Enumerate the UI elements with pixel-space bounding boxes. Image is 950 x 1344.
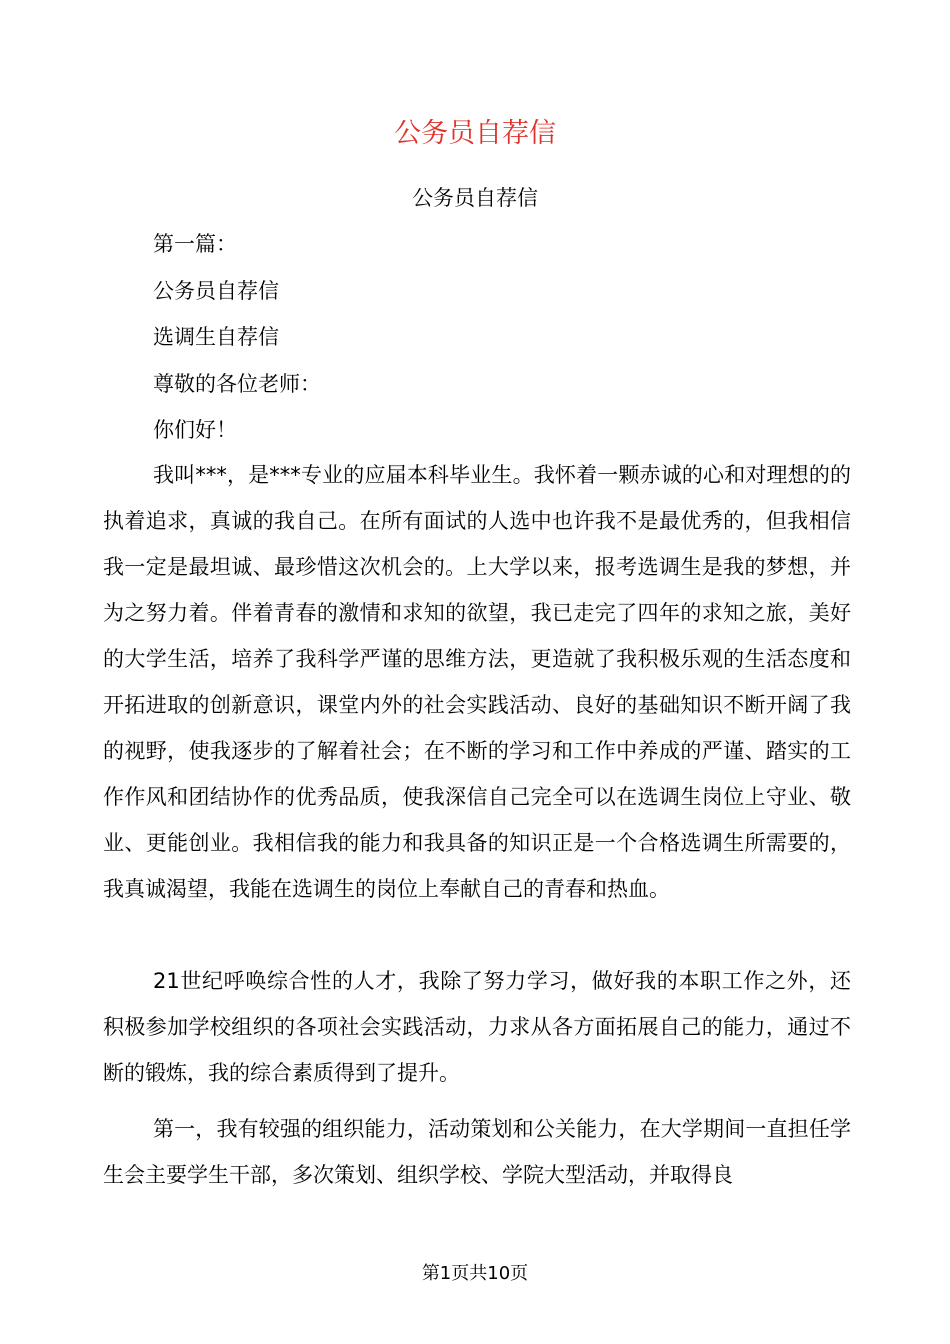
heading-line: 选调生自荐信	[153, 325, 279, 349]
page-number: 第1页共10页	[421, 1263, 529, 1284]
section-label: 第一篇：	[153, 232, 237, 256]
body-paragraph: 我叫***，是***专业的应届本科毕业生。我怀着一颗赤诚的心和对理想的的执着追求，真诚的我自己。在所有面试的人选中也许我不是最优秀的，但我相信我一定是最坦诚、最珍惜这次机会的。上大学以来，报考选调生是我的梦想，并为之努力着。伴着青春的激情和求知的欲望，我已走完了四年的求知之旅，美好的大学生活，培养了我科学严谨的思维方法，更造就了我积极乐观的生活态度和开拓进取的创新意识，课堂内外的社会实践活动、良好的基础知识不断开阔了我的视野，使我逐步的了解着社会；在不断的学习和工作中养成的严谨、踏实的工作作风和团结协作的优秀品质，使我深信自己完全可以在选调生岗位上守业、敬业、更能创业。我相信我的能力和我具备的知识正是一个合格选调生所需要的，我真诚渴望，我能在选调生的岗位上奉献自己的青春和热血。	[103, 463, 851, 901]
body-paragraph: 第一，我有较强的组织能力，活动策划和公关能力，在大学期间一直担任学生会主要学生干部，多次策划、组织学校、学院大型活动，并取得良	[103, 1117, 851, 1187]
greeting: 你们好！	[153, 418, 237, 442]
intro-lines	[153, 228, 853, 461]
body-paragraph: 21世纪呼唤综合性的人才，我除了努力学习，做好我的本职工作之外，还积极参加学校组织的各项社会实践活动，力求从各方面拓展自己的能力，通过不断的锻炼，我的综合素质得到了提升。	[103, 969, 851, 1085]
document-subtitle: 公务员自荐信	[412, 186, 538, 210]
heading-line: 公务员自荐信	[153, 278, 279, 303]
document-title: 公务员自荐信	[394, 118, 556, 149]
salutation: 尊敬的各位老师：	[153, 371, 321, 396]
